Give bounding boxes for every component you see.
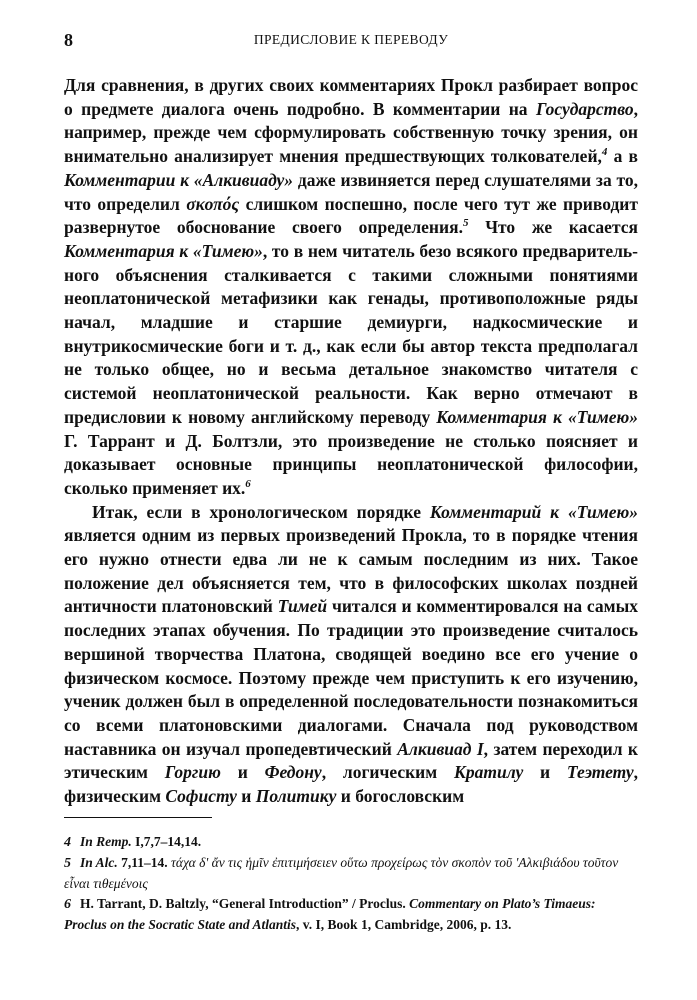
italic-title: Тимей [277, 596, 328, 617]
text-run: Для сравнения, в других своих комментариях Прокл разбирает вопрос о предмете диалога очень подробно. В комментарии на [64, 75, 638, 119]
italic-title: Комментарий к «Тимею» [429, 501, 638, 522]
text-run: а в [607, 146, 639, 167]
footnote-4 [64, 832, 638, 853]
text-run: , физическим [64, 762, 638, 807]
footnote-ref-4[interactable]: 4 [601, 146, 608, 159]
text-run: и [523, 762, 567, 783]
book-page [64, 26, 638, 935]
italic-title: Комментарии к «Алкивиаду» [64, 169, 294, 190]
text-run: , то в нем читатель безо всякого предварительного объяснения сталкивается с такими сложными понятиями неоплатонической метафизики как генады, противоположные ряды начал, младшие и старшие демиурги, надкосмические и внутрикосмические боги и т. д., как если бы автор текста предполагал не только общее, но и весьма детальное знакомство читателя с системой неоплатонической реальности. Как верно отмечают в предисловии к новому английскому переводу [64, 240, 638, 427]
footnote-ref-5[interactable]: 5 [462, 217, 469, 230]
text-run: является одним из первых произведений Прокла, то в порядке чтения его нужно отнести едва ли не к самым последним из них. Такое положение дел объясняется тем, что в философских школах поздней античности платоновский [64, 525, 638, 617]
italic-title: Комментария к «Тимею» [64, 240, 263, 261]
footnote-5 [64, 853, 638, 894]
footnote-text: H. Tarrant, D. Baltzly, “General Introduction” / Proclus. [80, 895, 410, 911]
body-text [64, 74, 638, 809]
footnote-tail: , v. I, Book 1, Cambridge, 2006, p. 13. [296, 916, 512, 932]
footnote-text: 7,11–14. [117, 854, 172, 870]
text-run: Что же касается [468, 217, 638, 238]
text-run: и [236, 786, 256, 807]
italic-title: Горгию [164, 762, 221, 783]
text-run: и богословским [336, 786, 465, 807]
greek-term: σκοπός [186, 193, 240, 214]
italic-title: Комментария к «Тимею» [436, 406, 638, 427]
footnote-marker: 6 [64, 896, 71, 912]
text-run: даже извиняется перед слушателями за то, что определил [64, 169, 638, 214]
footnote-book-title: Commentary on Plato’s Timaeus: Proclus on the Socratic State and Atlantis [64, 895, 596, 932]
footnote-divider [64, 817, 212, 818]
footnote-ref-title: In Remp. [80, 833, 132, 849]
footnote-6 [64, 894, 638, 935]
greek-quotation: τάχα δ' ἄν τις ἡμῖν ἐπιτιμήσειεν οὕτω προχείρως τὸν σκοπὸν τοῦ 'Αλκιβιάδου τοῦτον εἶναι τιθεμένοις [64, 854, 619, 891]
page-header [64, 26, 638, 54]
paragraph-2 [64, 501, 638, 809]
text-run: , логическим [321, 762, 454, 783]
italic-title: Софисту [165, 786, 237, 807]
text-run: , затем переходил к этическим [64, 738, 639, 783]
italic-title: Государство [535, 98, 634, 119]
page-number: 8 [64, 30, 73, 50]
footnote-ref-6[interactable]: 6 [245, 478, 251, 491]
text-run: и [220, 762, 265, 783]
text-run: слишком поспешно, после чего тут же приводит развернутое обоснование своего определения. [64, 193, 638, 238]
text-run: , например, прежде чем сформулировать собственную точку зрения, он внимательно анализирует мнения предшествующих толкователей, [64, 98, 638, 167]
footnote-marker: 5 [64, 855, 71, 871]
running-title: ПРЕДИСЛОВИЕ К ПЕРЕВОДУ [253, 32, 449, 47]
footnote-marker: 4 [64, 834, 71, 850]
paragraph-1 [64, 74, 638, 501]
italic-title: Кратилу [453, 762, 524, 783]
text-run: читался и комментировался на самых последних этапах обучения. По традиции это произведение считалось вершиной творчества Платона, сводящей воедино все его учение о физическом космосе. Поэтому прежде чем приступить к его изучению, ученик должен был в определенной последовательности познакомиться со всеми платоновскими диалогами. Сначала под руководством наставника он изучал пропедевтический [64, 596, 638, 759]
italic-title: Алкивиад I [397, 738, 484, 759]
footnote-ref-title: In Alc. [80, 854, 118, 870]
italic-title: Теэтету [566, 762, 634, 783]
italic-title: Политику [255, 786, 337, 807]
text-run: Итак, если в хронологическом порядке [92, 501, 430, 522]
footnote-text: I,7,7–14,14. [131, 833, 202, 849]
text-run: Г. Таррант и Д. Болтзли, это произведение не столько поясняет и доказывает основные принципы неоплатонической философии, сколько применяет их. [64, 430, 638, 498]
italic-title: Федону [264, 762, 322, 783]
footnotes [64, 832, 638, 935]
